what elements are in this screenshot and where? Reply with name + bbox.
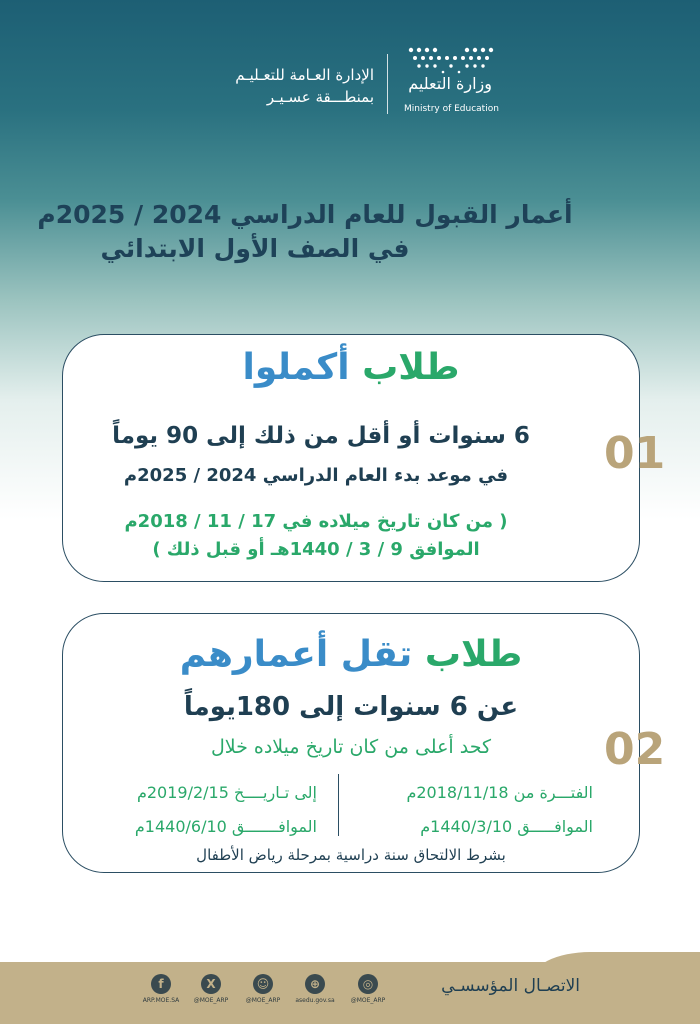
snapchat-handle: @MOE_ARP (245, 997, 281, 1004)
title-line2: في الصف الأول الابتدائي (100, 234, 410, 263)
snapchat-icon: ☺ (253, 974, 273, 994)
card1-title-b: أكملوا (242, 347, 350, 388)
card1-line2: في موعد بدء العام الدراسي 2024 / 2025م (123, 465, 509, 486)
card2-title-a: طلاب (412, 634, 523, 675)
card2-line1: عن 6 سنوات إلى 180يوماً (183, 692, 519, 722)
org-name (235, 64, 374, 108)
web-handle: asedu.gov.sa (295, 997, 335, 1004)
x-icon: X (201, 974, 221, 994)
facebook-icon: f (151, 974, 171, 994)
card1-number: 01 (604, 428, 666, 479)
header (200, 40, 500, 120)
org-line1: الإدارة العـامة للتعـليـم (235, 66, 374, 84)
card1-line1: 6 سنوات أو أقل من ذلك إلى 90 يوماً (112, 423, 530, 449)
card2-title (63, 634, 639, 675)
x-handle: @MOE_ARP (193, 997, 229, 1004)
org-line2: بمنطـــقة عسـيـر (266, 88, 374, 106)
header-divider (387, 54, 388, 114)
instagram-handle: @MOE_ARP (350, 997, 386, 1004)
page-title (0, 198, 700, 266)
period-to-hijri: الموافـــــــق 1440/6/10م (134, 817, 317, 836)
social-facebook[interactable] (136, 974, 186, 1004)
period-to: إلى تـاريــــخ 2019/2/15م (136, 783, 317, 802)
web-icon: ⊕ (305, 974, 325, 994)
footer-label: الاتصـال المؤسسـي (441, 976, 580, 996)
ministry-name-en: Ministry of Education (404, 104, 499, 114)
social-web[interactable] (290, 974, 340, 1004)
social-snapchat[interactable] (238, 974, 288, 1004)
card-completed (62, 334, 640, 582)
card2-line2: كحد أعلى من كان تاريخ ميلاده خلال (210, 736, 492, 758)
period-from-column (353, 776, 593, 844)
social-instagram[interactable] (343, 974, 393, 1004)
footer (0, 962, 700, 1024)
card1-line4: الموافق 9 / 3 / 1440هـ أو قبل ذلك ) (152, 539, 480, 560)
title-line1: أعمار القبول للعام الدراسي 2024 / 2025م (37, 200, 573, 229)
card1-line3: ( من كان تاريخ ميلاده في 17 / 11 / 2018م (124, 511, 508, 532)
card1-title-a: طلاب (349, 347, 460, 388)
card-younger (62, 613, 640, 873)
card2-condition: بشرط الالتحاق سنة دراسية بمرحلة رياض الأطفال (196, 846, 506, 864)
social-x[interactable] (186, 974, 236, 1004)
card1-title (63, 347, 639, 388)
period-from-hijri: الموافـــــق 1440/3/10م (420, 817, 593, 836)
facebook-handle: ARP.MOE.SA (142, 997, 180, 1004)
period-to-column (87, 776, 317, 844)
ministry-logo-icon (405, 46, 497, 74)
ministry-name-ar: وزارة التعليم (408, 74, 492, 93)
card2-number: 02 (604, 724, 666, 775)
period-from: الفتـــرة من 2018/11/18م (406, 783, 593, 802)
card2-title-b: تقل أعمارهم (179, 634, 413, 675)
instagram-icon: ◎ (358, 974, 378, 994)
column-divider (338, 774, 340, 836)
